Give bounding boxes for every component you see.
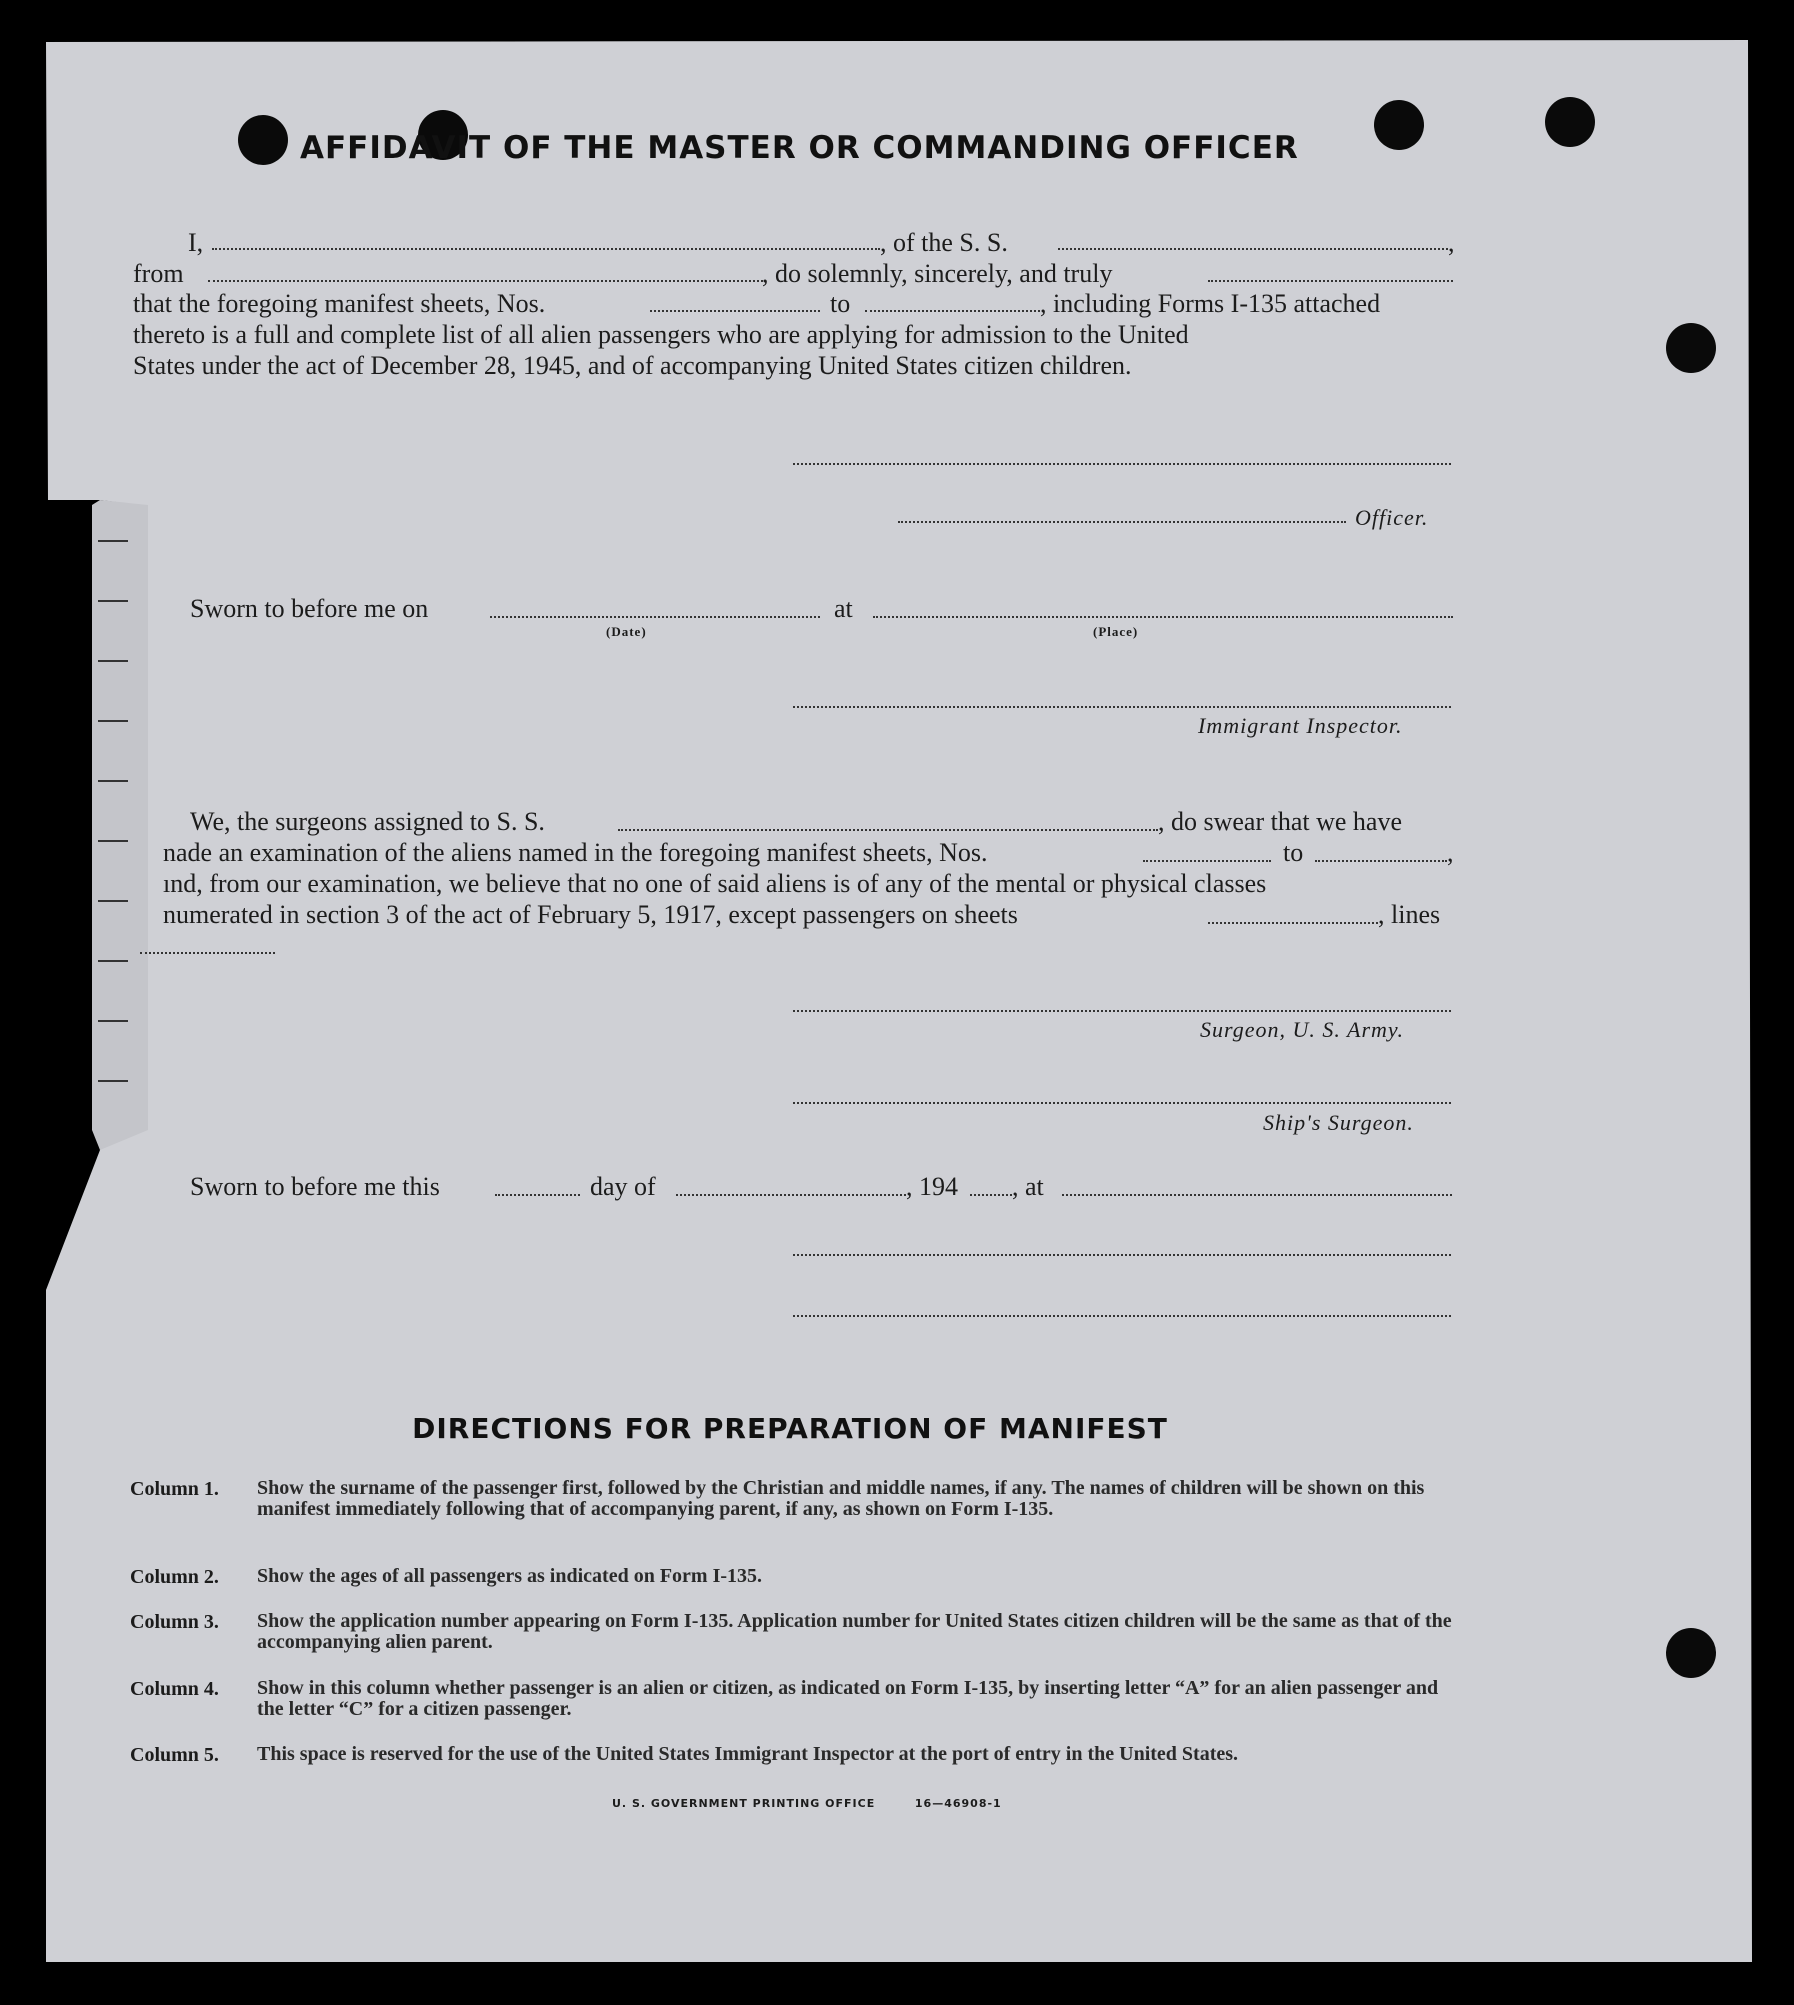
- affidavit-text: that the foregoing manifest sheets, Nos.: [133, 289, 546, 318]
- direction-text: Show the surname of the passenger first, followed by the Christian and middle names, if any. The names of children will be shown on this manifest immediately following that of accompanying parent, if any, as shown on Form I-135.: [257, 1477, 1425, 1520]
- punch-hole: [1545, 97, 1595, 147]
- direction-label: Column 4.: [130, 1678, 219, 1700]
- printer-name: U. S. GOVERNMENT PRINTING OFFICE: [612, 1797, 876, 1810]
- surgeons-text: , lines: [1378, 900, 1441, 929]
- direction-text: Show in this column whether passenger is an alien or citizen, as indicated on Form I-135, by inserting letter “A” for an alien passenger and the letter “C” for a citizen passenger.: [257, 1677, 1439, 1720]
- sworn-this-text: , at: [1012, 1172, 1044, 1201]
- ships-surgeon-label: Ship's Surgeon.: [1263, 1110, 1414, 1135]
- surgeon-army-label: Surgeon, U. S. Army.: [1200, 1017, 1404, 1042]
- punch-hole: [1666, 1628, 1716, 1678]
- direction-text: This space is reserved for the use of the United States Immigrant Inspector at the port of entry in the United States.: [257, 1743, 1239, 1765]
- sworn-this-text: day of: [590, 1172, 656, 1201]
- surgeons-text: nade an examination of the aliens named in the foregoing manifest sheets, Nos.: [163, 838, 988, 867]
- direction-text: Show the application number appearing on Form I-135. Application number for United States citizen children will be the same as that of the accompanying alien parent.: [257, 1610, 1452, 1653]
- surgeons-text: , do swear that we have: [1158, 807, 1403, 836]
- punch-hole: [1374, 100, 1424, 150]
- direction-label: Column 5.: [130, 1744, 219, 1766]
- sworn-this-text: , 194: [906, 1172, 958, 1201]
- sworn-this-text: Sworn to before me this: [190, 1172, 440, 1201]
- punch-hole: [238, 115, 288, 165]
- affidavit-text: to: [830, 289, 851, 318]
- sworn-on-text: Sworn to before me on: [190, 594, 429, 623]
- surgeons-text: to: [1283, 838, 1304, 867]
- immigrant-inspector-label: Immigrant Inspector.: [1198, 713, 1403, 738]
- affidavit-text: thereto is a full and complete list of all alien passengers who are applying for admission to the United: [133, 320, 1189, 349]
- affidavit-text: from: [133, 259, 184, 288]
- direction-text: Show the ages of all passengers as indicated on Form I-135.: [257, 1565, 763, 1587]
- directions-title: DIRECTIONS FOR PREPARATION OF MANIFEST: [412, 1412, 1168, 1445]
- place-label: (Place): [1093, 624, 1139, 639]
- surgeons-text: numerated in section 3 of the act of February 5, 1917, except passengers on sheets: [163, 900, 1018, 929]
- document-title: AFFIDAVIT OF THE MASTER OR COMMANDING OFFICER: [300, 130, 1299, 166]
- affidavit-text: I,: [188, 228, 204, 257]
- surgeons-text: We, the surgeons assigned to S. S.: [190, 807, 545, 836]
- affidavit-text: , of the S. S.: [880, 228, 1008, 257]
- binding-tab-strip: [88, 505, 148, 1125]
- direction-label: Column 1.: [130, 1478, 219, 1500]
- date-label: (Date): [606, 624, 647, 639]
- sworn-on-at: at: [834, 594, 853, 623]
- surgeons-text: ınd, from our examination, we believe that no one of said aliens is of any of the mental or physical classes: [163, 869, 1267, 898]
- form-code: 16—46908-1: [914, 1797, 1002, 1810]
- affidavit-text: ,: [1448, 228, 1455, 257]
- printer-footer: [612, 1797, 1002, 1810]
- affidavit-text: States under the act of December 28, 1945, and of accompanying United States citizen children.: [133, 351, 1132, 380]
- punch-hole: [1666, 323, 1716, 373]
- officer-label: Officer.: [1355, 505, 1429, 530]
- direction-label: Column 2.: [130, 1566, 219, 1588]
- direction-label: Column 3.: [130, 1611, 219, 1633]
- surgeons-text: ,: [1447, 838, 1454, 867]
- affidavit-text: , do solemnly, sincerely, and truly: [762, 259, 1113, 288]
- affidavit-text: , including Forms I-135 attached: [1040, 289, 1381, 318]
